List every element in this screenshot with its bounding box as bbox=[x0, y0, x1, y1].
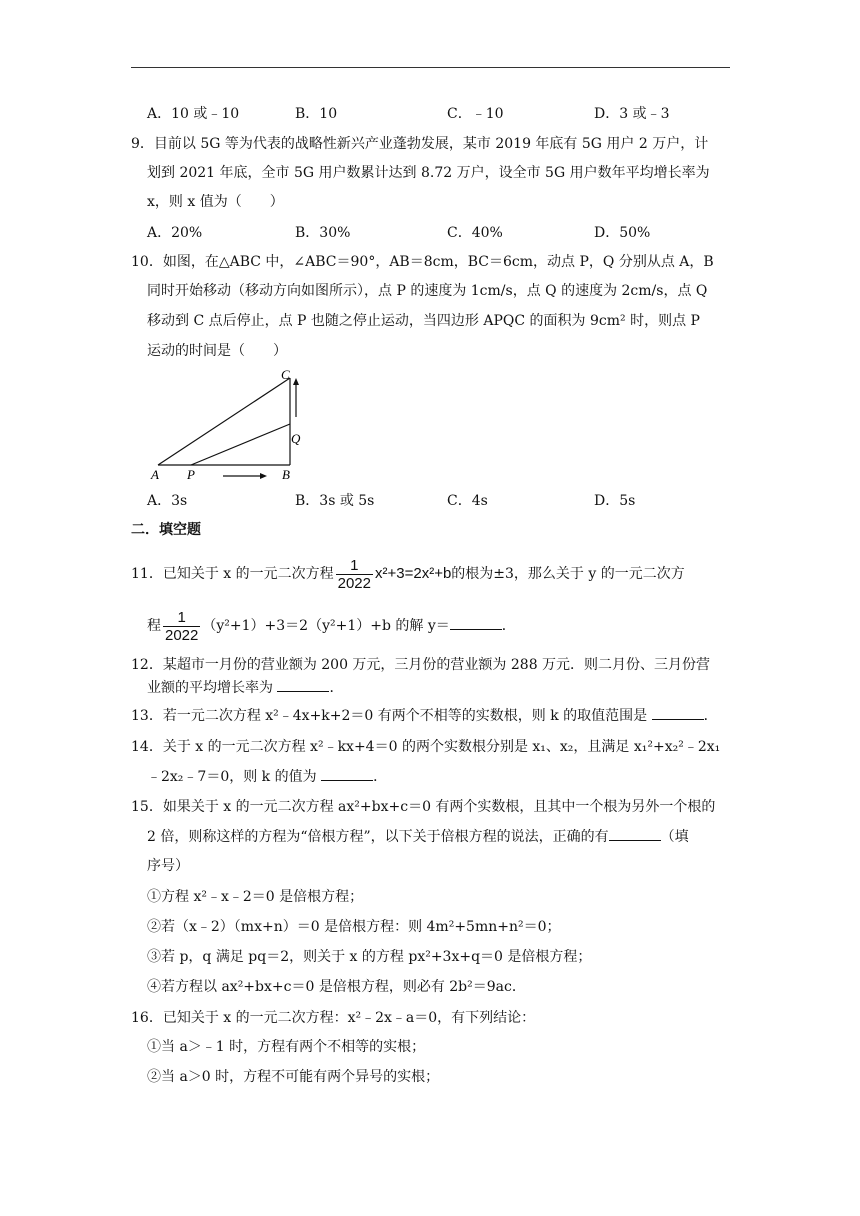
q11-prefix: 11．已知关于 x 的一元二次方程 bbox=[131, 566, 334, 582]
q16-line-1: 16．已知关于 x 的一元二次方程：x²﹣2x﹣a＝0，有下列结论： bbox=[131, 1010, 536, 1026]
label-c: C bbox=[281, 368, 290, 382]
q9-option-c: C．40% bbox=[447, 225, 503, 241]
q8-option-b: B．10 bbox=[295, 106, 338, 122]
answer-blank bbox=[609, 828, 661, 841]
q13-end: ． bbox=[703, 708, 718, 724]
q8-option-d: D．3 或﹣3 bbox=[594, 106, 670, 122]
q14-line2-end: ． bbox=[373, 769, 388, 785]
triangle-figure bbox=[146, 368, 316, 484]
q14-line2-text: ﹣2x₂﹣7＝0，则 k 的值为 bbox=[147, 769, 322, 785]
q10-option-d: D．5s bbox=[594, 493, 636, 509]
q12-line2-end: ． bbox=[329, 680, 344, 696]
arrow-up-icon bbox=[293, 378, 299, 385]
q16-item-2: ②当 a＞0 时，方程不可能有两个异号的实根； bbox=[147, 1069, 440, 1085]
q14-line-2 bbox=[147, 767, 387, 787]
label-a: A bbox=[151, 467, 159, 482]
q10-line-4: 运动的时间是（ ） bbox=[147, 343, 287, 359]
q9-option-b: B．30% bbox=[295, 225, 351, 241]
q11-frac2-den: 2022 bbox=[165, 626, 199, 644]
q15-item-2: ②若（x﹣2）（mx+n）＝0 是倍根方程：则 4m²+5mn+n²＝0； bbox=[147, 919, 561, 935]
label-b: B bbox=[282, 467, 290, 482]
label-p: P bbox=[187, 467, 195, 482]
q11-line2-prefix: 程 bbox=[147, 618, 161, 634]
q9-option-d: D．50% bbox=[594, 225, 651, 241]
q14-line-1: 14．关于 x 的一元二次方程 x²﹣kx+4＝0 的两个实数根分别是 x₁、x₂，且满足 x₁²+x₂²﹣2x₁ bbox=[131, 739, 721, 755]
q8-option-c: C．﹣10 bbox=[447, 106, 504, 122]
q15-item-4: ④若方程以 ax²+bx+c＝0 是倍根方程，则必有 2b²＝9ac． bbox=[147, 979, 526, 995]
q11-line2-end: ． bbox=[501, 618, 516, 634]
q9-line-1: 9．目前以 5G 等为代表的战略性新兴产业蓬勃发展，某市 2019 年底有 5G 用户 2 万户，计 bbox=[131, 136, 709, 152]
answer-blank bbox=[277, 679, 329, 692]
answer-blank bbox=[321, 768, 373, 781]
q15-line-1: 15．如果关于 x 的一元二次方程 ax²+bx+c＝0 有两个实数根，且其中一个根为另外一个根的 bbox=[131, 799, 716, 815]
q15-line2-text: 2 倍，则称这样的方程为“倍根方程”，以下关于倍根方程的说法，正确的有 bbox=[147, 829, 609, 845]
q10-line-1: 10．如图，在△ABC 中，∠ABC＝90°，AB＝8cm，BC＝6cm，动点 P，Q 分别从点 A，B bbox=[131, 254, 714, 270]
q15-line-2 bbox=[147, 827, 689, 847]
q15-item-1: ①方程 x²﹣x﹣2＝0 是倍根方程； bbox=[147, 889, 364, 905]
q10-option-b: B．3s 或 5s bbox=[295, 493, 375, 509]
section-title: 二．填空题 bbox=[131, 522, 201, 538]
q9-option-a: A．20% bbox=[147, 225, 203, 241]
q15-line-3: 序号） bbox=[147, 858, 189, 874]
q8-option-a: A．10 或﹣10 bbox=[147, 106, 240, 122]
q16-item-1: ①当 a＞﹣1 时，方程有两个不相等的实根； bbox=[147, 1039, 426, 1055]
segment-pq bbox=[191, 424, 290, 465]
q11-frac2-num: 1 bbox=[163, 609, 200, 627]
q11-line-2 bbox=[147, 608, 516, 644]
q13-line-1 bbox=[131, 706, 718, 726]
q10-option-a: A．3s bbox=[147, 493, 188, 509]
q15-item-3: ③若 p，q 满足 pq＝2，则关于 x 的方程 px²+3x+q＝0 是倍根方程； bbox=[147, 949, 592, 965]
q11-frac-num: 1 bbox=[336, 557, 373, 575]
q13-text: 13．若一元二次方程 x²﹣4x+k+2＝0 有两个不相等的实数根，则 k 的取值范围是 bbox=[131, 708, 652, 724]
q12-line-2 bbox=[147, 678, 343, 698]
header-rule bbox=[131, 67, 730, 68]
q11-fraction-2 bbox=[163, 609, 200, 644]
q10-line-3: 移动到 C 点后停止，点 P 也随之停止运动，当四边形 APQC 的面积为 9cm² 时，则点 P bbox=[147, 313, 700, 329]
q11-line-1 bbox=[131, 556, 685, 592]
q11-frac-den: 2022 bbox=[337, 574, 371, 592]
label-q: Q bbox=[291, 431, 301, 446]
q11-equation: x²+3=2x²+b bbox=[375, 565, 452, 582]
q10-line-2: 同时开始移动（移动方向如图所示），点 P 的速度为 1cm/s，点 Q 的速度为 2cm/s，点 Q bbox=[147, 283, 708, 299]
q12-line2-text: 业额的平均增长率为 bbox=[147, 680, 278, 696]
q9-line-3: x，则 x 值为（ ） bbox=[147, 194, 284, 210]
answer-blank bbox=[450, 617, 502, 630]
arrow-right-icon bbox=[260, 473, 267, 479]
q12-line-1: 12．某超市一月份的营业额为 200 万元，三月份的营业额为 288 万元．则二月份、三月份营 bbox=[131, 657, 711, 673]
q15-line2-end: （填 bbox=[660, 829, 689, 845]
q9-line-2: 划到 2021 年底，全市 5G 用户数累计达到 8.72 万户，设全市 5G 用户数年平均增长率为 bbox=[147, 165, 710, 181]
q11-fraction bbox=[336, 557, 373, 592]
q11-line2-tail: （y²+1）+3＝2（y²+1）+b 的解 y＝ bbox=[202, 618, 450, 634]
answer-blank bbox=[652, 707, 704, 720]
q11-suffix: 的根为±3，那么关于 y 的一元二次方 bbox=[451, 566, 685, 582]
q10-option-c: C．4s bbox=[447, 493, 488, 509]
